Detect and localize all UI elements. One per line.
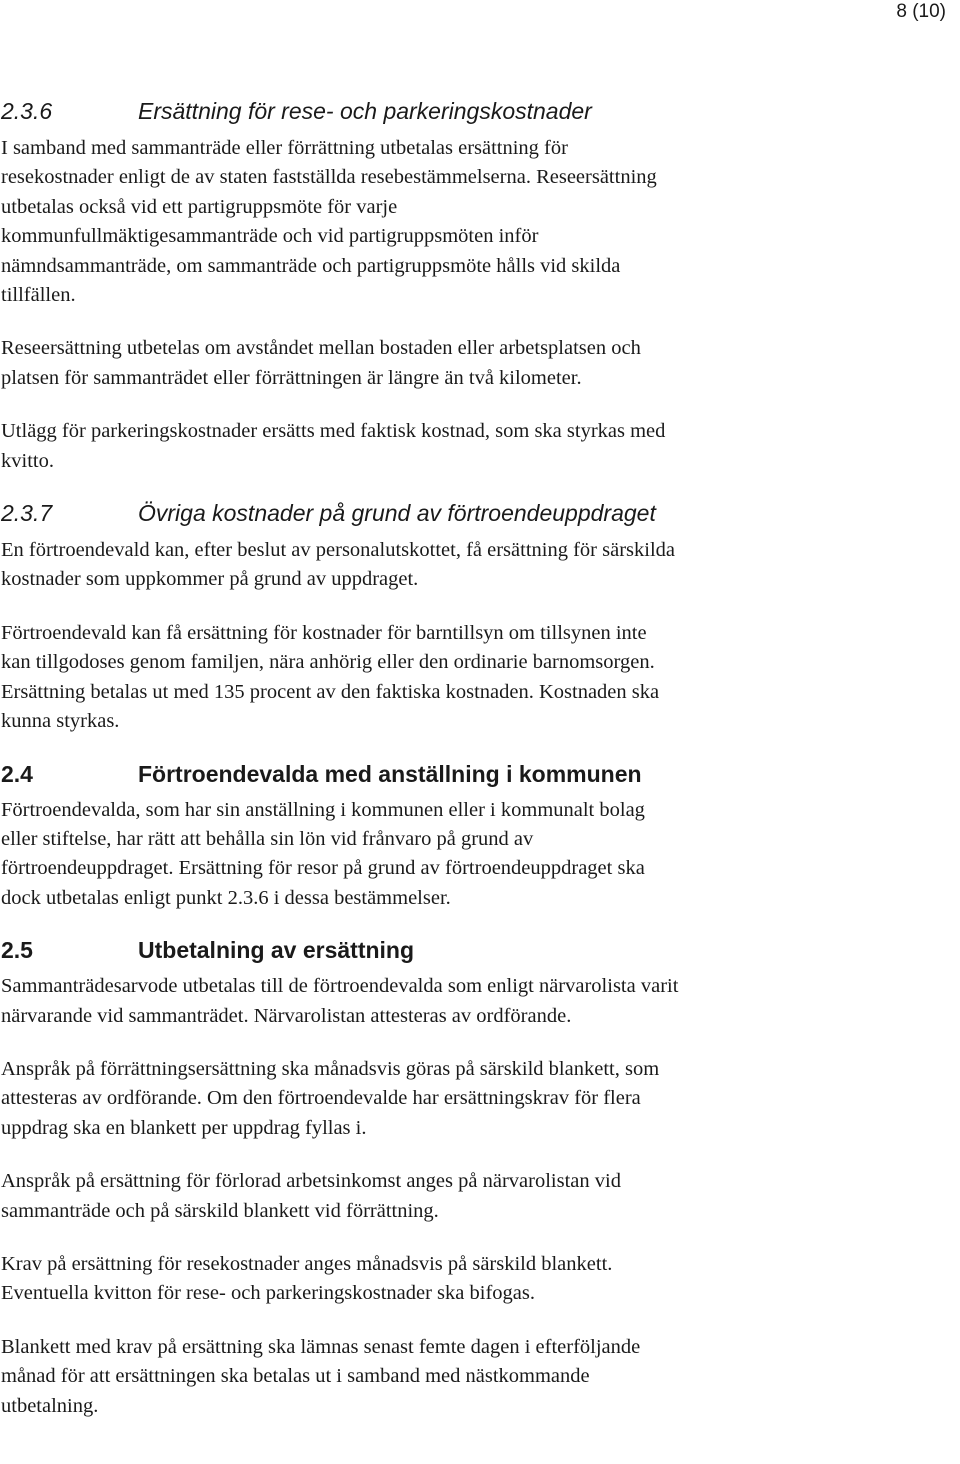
paragraph: Reseersättning utbetelas om avståndet mellan bostaden eller arbetsplatsen och platsen för sammanträdet eller förrättningen är längre än två kilometer. <box>1 337 641 389</box>
section-heading-2-4 <box>1 759 951 789</box>
paragraph: Förtroendevalda, som har sin anställning i kommunen eller i kommunalt bolag eller stiftelse, har rätt att behålla sin lön vid frånvaro på grund av förtroendeuppdraget. Ersättning för resor på grund av förtroendeuppdraget ska dock utbetalas enligt punkt 2.3.6 i dessa bestämmelser. <box>1 798 645 909</box>
section-title: Utbetalning av ersättning <box>138 937 415 964</box>
paragraph: Sammanträdesarvode utbetalas till de förtroendevalda som enligt närvarolista varit närvarande vid sammanträdet. Närvarolistan attesteras av ordförande. <box>1 975 679 1027</box>
paragraph: Förtroendevald kan få ersättning för kostnader för barntillsyn om tillsynen inte kan tillgodoses genom familjen, nära anhörig eller den ordinarie barnomsorgen. Ersättning betalas ut med 135 procent av den faktiska kostnaden. Kostnaden ska kunna styrkas. <box>1 621 660 733</box>
section-title: Ersättning för rese- och parkeringskostnader <box>138 98 592 124</box>
section-number: 2.3.7 <box>1 500 53 527</box>
section-number: 2.5 <box>1 937 33 964</box>
paragraph: En förtroendevald kan, efter beslut av personalutskottet, få ersättning för särskilda kostnader som uppkommer på grund av uppdraget. <box>1 539 675 591</box>
section-heading-2-5 <box>1 935 951 965</box>
paragraph: Anspråk på förrättningsersättning ska månadsvis göras på särskild blankett, som attesteras av ordförande. Om den förtroendevalde har ersättningskrav för flera uppdrag ska en blankett per uppdrag fyllas i. <box>1 1057 660 1139</box>
section-heading-2-3-7 <box>1 498 951 528</box>
page-number: 8 (10) <box>896 1 946 22</box>
section-title: Övriga kostnader på grund av förtroendeuppdraget <box>138 500 656 527</box>
section-heading-2-3-6 <box>1 96 951 126</box>
section-number: 2.4 <box>1 760 33 787</box>
section-title: Förtroendevalda med anställning i kommunen <box>138 760 642 787</box>
document-body <box>1 96 951 1421</box>
paragraph: Anspråk på ersättning för förlorad arbetsinkomst anges på närvarolistan vid sammanträde och på särskild blankett vid förrättning. <box>1 1170 621 1222</box>
section-number: 2.3.6 <box>1 98 53 124</box>
paragraph: Utlägg för parkeringskostnader ersätts med faktisk kostnad, som ska styrkas med kvitto. <box>1 420 666 472</box>
paragraph: Krav på ersättning för resekostnader anges månadsvis på särskild blankett. Eventuella kvitton för rese- och parkeringskostnader ska bifogas. <box>1 1252 613 1305</box>
paragraph: I samband med sammanträde eller förrättning utbetalas ersättning för resekostnader enligt de av staten fastställda resebestämmelserna. Reseersättning utbetalas också vid ett partigruppsmöte för varje kommunfullmäktigesammanträde och vid partigruppsmöten inför nämndsammanträde, om sammanträde och partigruppsmöte hålls vid skilda tillfällen. <box>1 137 657 307</box>
paragraph: Blankett med krav på ersättning ska lämnas senast femte dagen i efterföljande månad för att ersättningen ska betalas ut i samband med nästkommande utbetalning. <box>1 1335 641 1417</box>
